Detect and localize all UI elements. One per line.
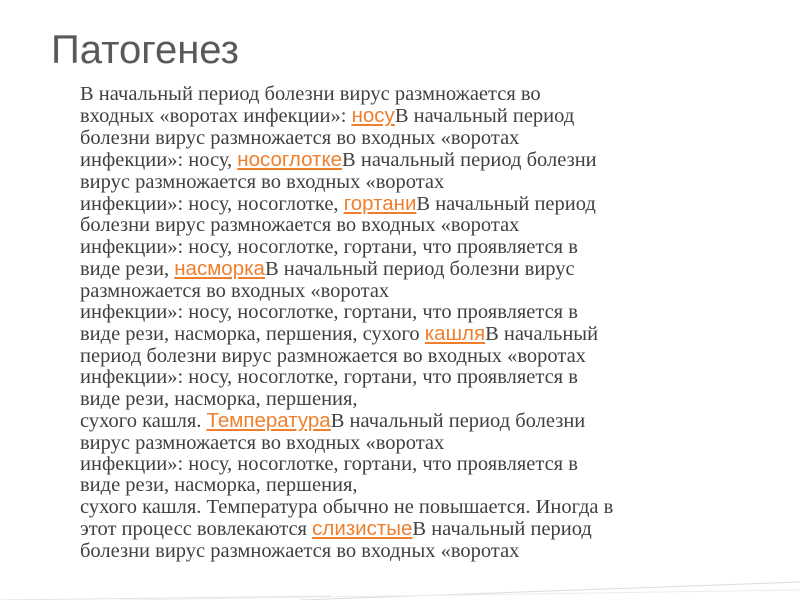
text-segment: болезни вирус размножается во входных «воротах [80, 539, 520, 562]
text-line [80, 454, 800, 475]
text-segment: В начальный период болезни вирус [264, 258, 575, 281]
text-segment: В начальный период [394, 105, 575, 128]
text-segment: период болезни вирус размножается во входных «воротах [80, 344, 586, 367]
text-segment: инфекции»: носу, носоглотке, [80, 193, 344, 216]
text-line [80, 497, 800, 518]
hyperlink-term[interactable]: носу [351, 104, 395, 128]
text-segment: сухого кашля. [80, 410, 207, 433]
text-segment: инфекции»: носу, [80, 149, 238, 172]
text-segment: виде рези, насморка, першения, сухого [80, 323, 425, 346]
hyperlink-term[interactable]: слизистые [312, 517, 413, 541]
text-segment: этот процесс вовлекаются [80, 518, 313, 541]
text-segment: В начальный период [412, 518, 592, 541]
hyperlink-term[interactable]: насморка [174, 257, 265, 281]
text-segment: виде рези, насморка, першения, [80, 474, 358, 497]
text-segment: В начальный период болезни [342, 149, 597, 172]
text-line [80, 215, 800, 236]
text-segment: В начальный период болезни [330, 410, 586, 433]
hyperlink-term[interactable]: гортани [343, 192, 417, 216]
hyperlink-term[interactable]: Температура [206, 409, 331, 433]
text-segment: В начальный [485, 323, 599, 346]
text-line [80, 281, 800, 302]
text-line [80, 105, 800, 127]
text-line [80, 389, 800, 410]
text-line [80, 193, 800, 215]
hyperlink-term[interactable]: кашля [424, 322, 486, 346]
text-line [80, 172, 800, 193]
text-line [80, 410, 800, 432]
text-segment: В начальный период болезни вирус размножается во [80, 83, 541, 105]
text-line [80, 541, 800, 562]
page-title: Патогенез [51, 28, 239, 72]
text-segment: сухого кашля. Температура обычно не повышается. Иногда в [80, 495, 614, 518]
text-line [80, 475, 800, 496]
text-segment: вирус размножается во входных «воротах [80, 170, 445, 193]
text-segment: инфекции»: носу, носоглотке, гортани, что проявляется в [80, 366, 578, 389]
text-segment: инфекции»: носу, носоглотке, гортани, что проявляется в [80, 235, 578, 258]
slide-body-text [80, 84, 800, 562]
text-segment: болезни вирус размножается во входных «воротах [80, 214, 520, 237]
text-segment: входных «воротах инфекции»: [80, 105, 352, 128]
text-line [80, 433, 800, 454]
text-line [80, 323, 800, 345]
text-segment: инфекции»: носу, носоглотке, гортани, что проявляется в [80, 452, 578, 475]
text-line [80, 302, 800, 323]
hyperlink-term[interactable]: носоглотке [237, 148, 343, 172]
text-line [80, 346, 800, 367]
text-line [80, 128, 800, 149]
text-line [80, 84, 800, 105]
text-segment: вирус размножается во входных «воротах [80, 431, 445, 454]
text-line [80, 367, 800, 388]
text-segment: инфекции»: носу, носоглотке, гортани, что проявляется в [80, 301, 578, 324]
text-segment: болезни вирус размножается во входных «воротах [80, 126, 520, 149]
text-segment: В начальный период [416, 193, 596, 216]
text-line [80, 149, 800, 171]
text-line [80, 518, 800, 540]
text-segment: размножается во входных «воротах [80, 279, 390, 302]
text-segment: виде рези, насморка, першения, [80, 387, 358, 410]
text-segment: виде рези, [80, 258, 175, 281]
text-line [80, 237, 800, 258]
text-line [80, 258, 800, 280]
